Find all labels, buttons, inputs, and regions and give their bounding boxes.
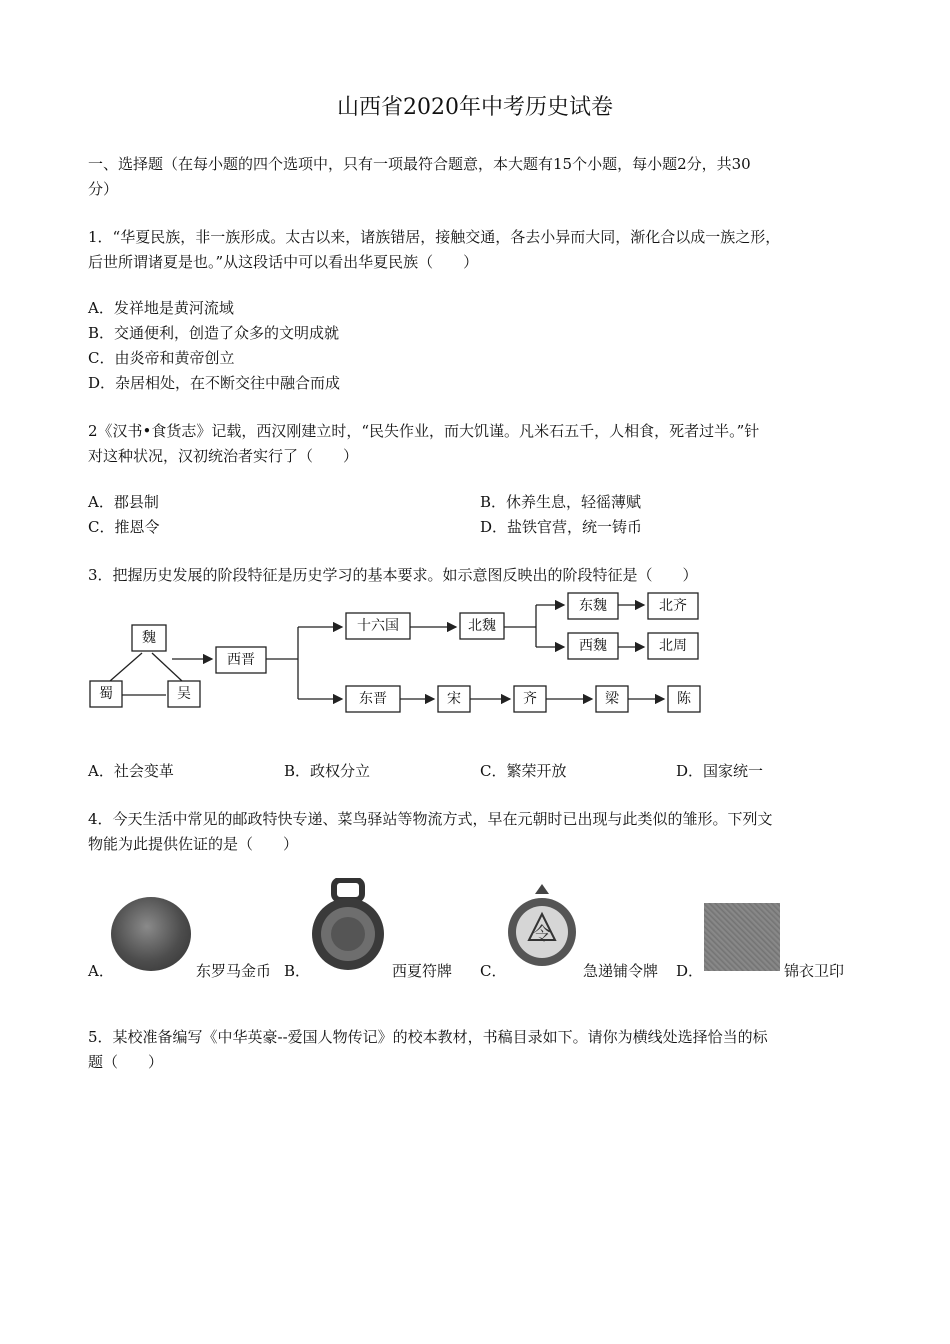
label-beiqi: 北齐	[659, 598, 687, 614]
q5-stem-line2: 题（ ）	[88, 1053, 164, 1071]
q4-option-c-caption: 急递铺令牌	[583, 962, 659, 980]
label-liang: 梁	[605, 691, 619, 707]
q2-option-a: A．郡县制	[88, 493, 159, 511]
q3-option-a: A．社会变革	[88, 762, 174, 780]
label-shu: 蜀	[99, 686, 113, 702]
q3-option-d: D．国家统一	[676, 762, 764, 780]
label-wei: 魏	[142, 630, 156, 646]
q4-option-a-caption: 东罗马金币	[196, 962, 272, 980]
label-dongjin: 东晋	[359, 691, 387, 707]
section-instructions-line2: 分）	[88, 180, 119, 198]
q3-option-c: C．繁荣开放	[480, 762, 567, 780]
label-wu: 吴	[177, 686, 191, 702]
q4-stem-line2: 物能为此提供佐证的是（ ）	[88, 835, 299, 853]
label-beizhou: 北周	[659, 638, 687, 654]
q4-option-a-letter: A．	[88, 962, 114, 980]
q1-option-d: D．杂居相处，在不断交往中融合而成	[88, 374, 341, 392]
q1-stem-line1: 1．“华夏民族，非一族形成。太古以来，诸族错居，接触交通，各去小异而大同，渐化合以成一族之形，	[88, 228, 781, 246]
q4-option-b-letter: B．	[284, 962, 311, 980]
label-song: 宋	[447, 691, 461, 707]
q2-option-c: C．推恩令	[88, 518, 160, 536]
q1-stem-line2: 后世所谓诸夏是也。”从这段话中可以看出华夏民族（ ）	[88, 253, 479, 271]
label-chen: 陈	[677, 691, 691, 707]
embroidered-guard-seal-image	[704, 903, 780, 971]
q3-stem: 3．把握历史发展的阶段特征是历史学习的基本要求。如示意图反映出的阶段特征是（ ）	[88, 566, 698, 584]
label-beiwei: 北魏	[468, 618, 496, 634]
q1-option-b: B．交通便利，创造了众多的文明成就	[88, 324, 340, 342]
label-xijin: 西晋	[227, 652, 255, 668]
label-xiwei: 西魏	[579, 638, 607, 654]
q4-stem-line1: 4．今天生活中常见的邮政特快专递、菜鸟驿站等物流方式，早在元朝时已出现与此类似的雏形。下列文	[88, 810, 773, 828]
q4-option-c-letter: C．	[480, 962, 507, 980]
label-dongwei: 东魏	[579, 598, 607, 614]
xixia-tally-image	[308, 878, 388, 974]
q3-option-b: B．政权分立	[284, 762, 371, 780]
label-shiliuguo: 十六国	[357, 618, 399, 634]
courier-station-token-image	[503, 880, 581, 972]
q4-option-b-caption: 西夏符牌	[392, 962, 453, 980]
svg-text:令: 令	[533, 924, 551, 945]
page-title: 山西省2020年中考历史试卷	[337, 95, 613, 120]
byzantine-gold-coin-image	[111, 897, 191, 971]
q5-stem-line1: 5．某校准备编写《中华英豪--爱国人物传记》的校本教材，书稿目录如下。请你为横线处选择恰当的标	[88, 1028, 768, 1046]
section-instructions-line1: 一、选择题（在每小题的四个选项中，只有一项最符合题意，本大题有15个小题，每小题2分，共30	[88, 155, 751, 173]
q1-option-c: C．由炎帝和黄帝创立	[88, 349, 235, 367]
dynasty-flow-diagram	[80, 585, 720, 725]
q4-option-d-caption: 锦衣卫印	[784, 962, 845, 980]
q1-option-a: A．发祥地是黄河流域	[88, 299, 234, 317]
q2-option-b: B．休养生息，轻徭薄赋	[480, 493, 642, 511]
q4-option-d-letter: D．	[676, 962, 704, 980]
q2-stem-line2: 对这种状况，汉初统治者实行了（ ）	[88, 447, 359, 465]
q2-stem-line1: 2《汉书•食货志》记载，西汉刚建立时，“民失作业，而大饥谨。凡米石五千，人相食，死者过半。”针	[88, 422, 760, 440]
q2-option-d: D．盐铁官营，统一铸币	[480, 518, 643, 536]
label-qi: 齐	[523, 691, 537, 707]
